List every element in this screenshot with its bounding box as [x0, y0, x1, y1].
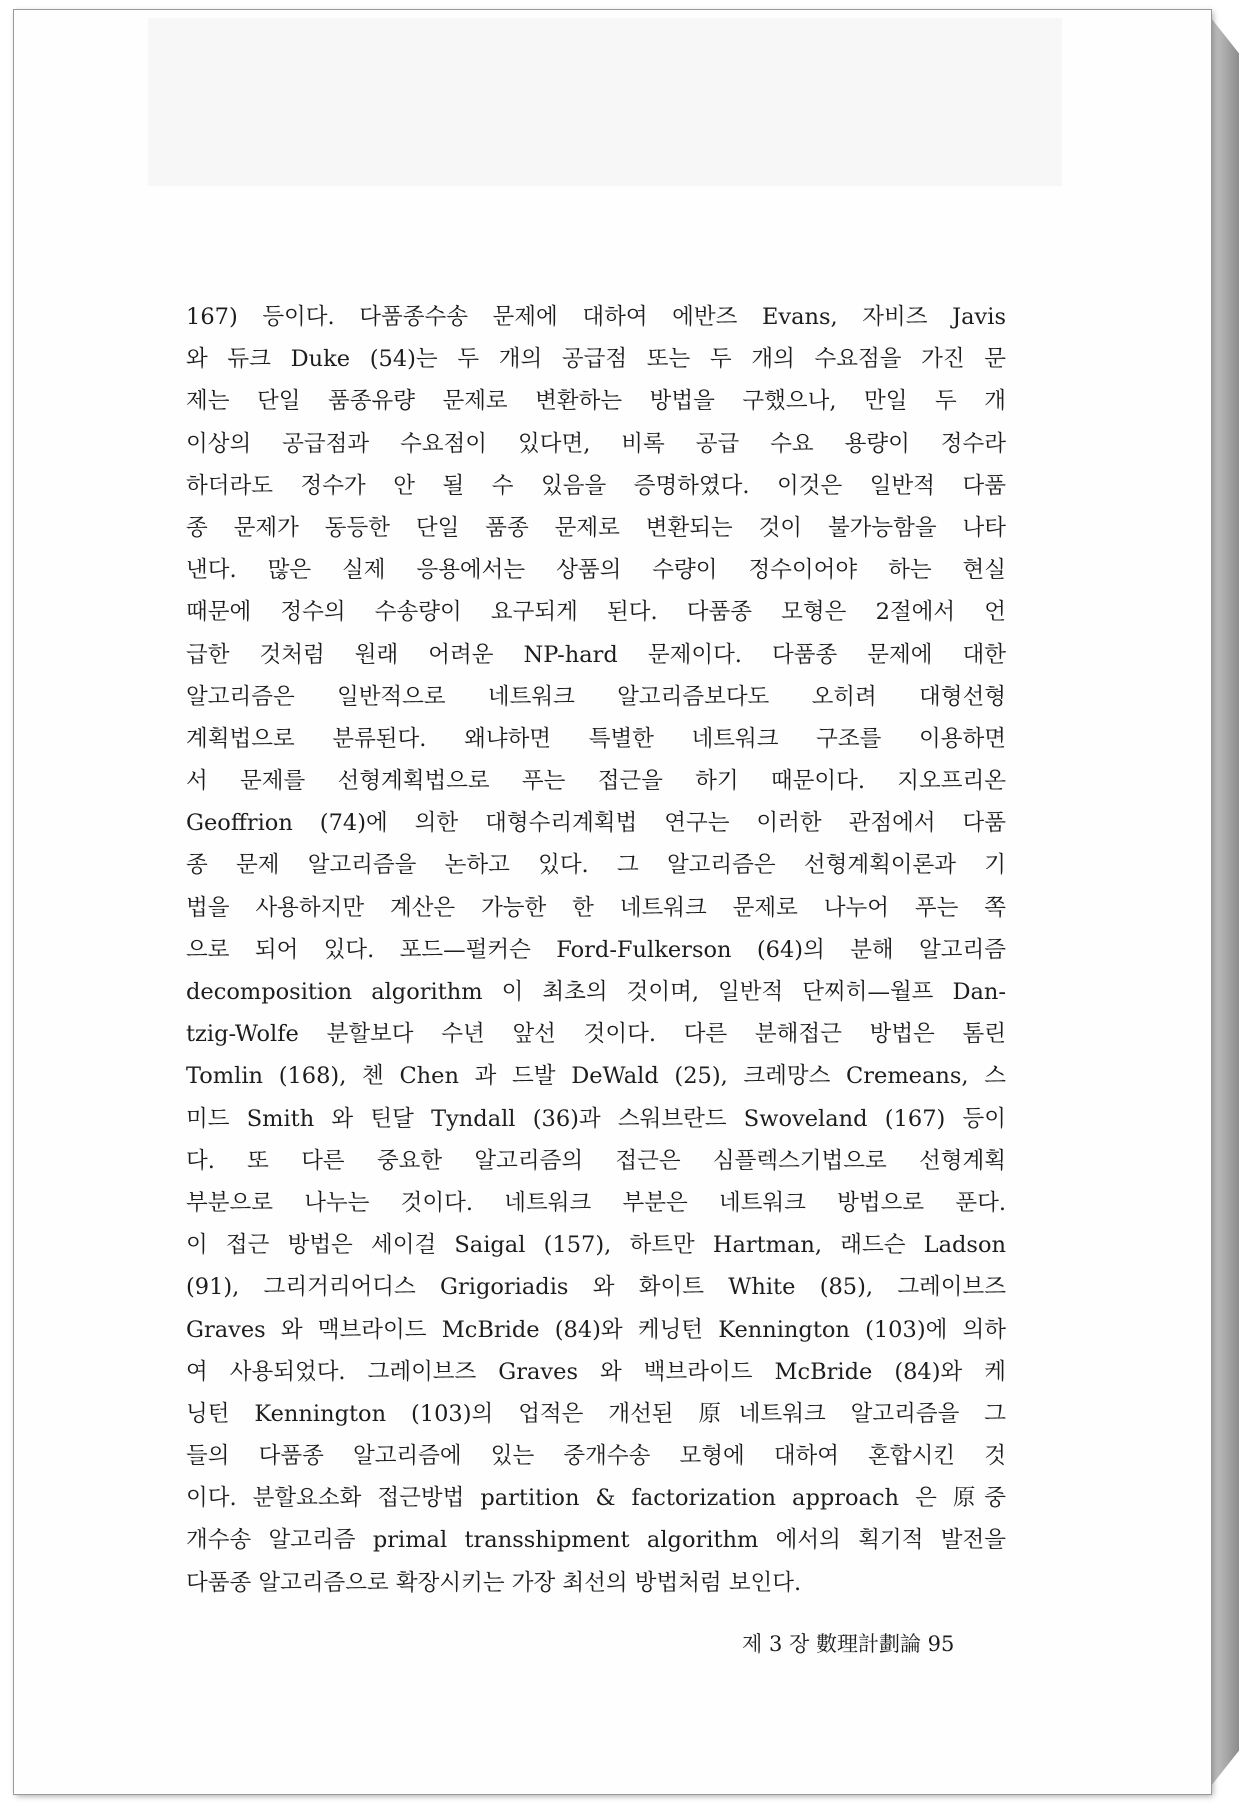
text-line: 종 문제 알고리즘을 논하고 있다. 그 알고리즘은 선형계획이론과 기 — [186, 852, 1006, 879]
text-line: 개수송 알고리즘 primal transshipment algorithm 에서의 획기적 발전을 — [186, 1527, 1006, 1554]
text-line: 계획법으로 분류된다. 왜냐하면 특별한 네트워크 구조를 이용하면 — [186, 725, 1006, 752]
text-line: 이다. 분할요소화 접근방법 partition & factorization approach 은 原중 — [186, 1485, 1006, 1512]
text-line: 법을 사용하지만 계산은 가능한 한 네트워크 문제로 나누어 푸는 쪽 — [186, 894, 1006, 921]
text-line: 제는 단일 품종유량 문제로 변환하는 방법을 구했으나, 만일 두 개 — [186, 388, 1006, 415]
text-line: 급한 것처럼 원래 어려운 NP-hard 문제이다. 다품종 문제에 대한 — [186, 641, 1006, 668]
text-line: 종 문제가 동등한 단일 품종 문제로 변환되는 것이 불가능함을 나타 — [186, 514, 1006, 541]
page-footer: 제 3 장 數理計劃論 95 — [742, 1632, 955, 1656]
text-line: 하더라도 정수가 안 될 수 있음을 증명하였다. 이것은 일반적 다품 — [186, 472, 1006, 499]
text-line: 이 접근 방법은 세이걸 Saigal (157), 하트만 Hartman, 래드슨 Ladson — [186, 1232, 1006, 1259]
text-line: 낸다. 많은 실제 응용에서는 상품의 수량이 정수이어야 하는 현실 — [186, 557, 1006, 584]
text-line: 와 듀크 Duke (54)는 두 개의 공급점 또는 두 개의 수요점을 가진 문 — [186, 346, 1006, 373]
body-text — [186, 296, 1006, 1604]
text-line: Graves 와 맥브라이드 McBride (84)와 케닝턴 Kennington (103)에 의하 — [186, 1316, 1006, 1343]
text-line: 으로 되어 있다. 포드—펄커슨 Ford-Fulkerson (64)의 분해 알고리즘 — [186, 936, 1006, 963]
text-line: decomposition algorithm 이 최초의 것이며, 일반적 단찌히—월프 Dan- — [186, 979, 1006, 1005]
text-line: 다품종 알고리즘으로 확장시키는 가장 최선의 방법처럼 보인다. — [186, 1569, 802, 1596]
text-line: 미드 Smith 와 틴달 Tyndall (36)과 스워브란드 Swoveland (167) 등이 — [186, 1105, 1006, 1132]
text-line: Tomlin (168), 첸 Chen 과 드발 DeWald (25), 크레망스 Cremeans, 스 — [186, 1063, 1006, 1090]
text-line: 여 사용되었다. 그레이브즈 Graves 와 백브라이드 McBride (84)와 케 — [186, 1358, 1006, 1385]
text-line: 다. 또 다른 중요한 알고리즘의 접근은 심플렉스기법으로 선형계획 — [186, 1147, 1006, 1174]
text-line: 이상의 공급점과 수요점이 있다면, 비록 공급 수요 용량이 정수라 — [186, 430, 1006, 457]
text-line: 닝턴 Kennington (103)의 업적은 개선된 原네트워크 알고리즘을 그 — [186, 1400, 1006, 1427]
text-line: 때문에 정수의 수송량이 요구되게 된다. 다품종 모형은 2절에서 언 — [186, 599, 1006, 626]
text-line: 서 문제를 선형계획법으로 푸는 접근을 하기 때문이다. 지오프리온 — [186, 768, 1006, 795]
header-margin-shade — [148, 18, 1062, 186]
text-line: 167) 등이다. 다품종수송 문제에 대하여 에반즈 Evans, 자비즈 Javis — [186, 304, 1006, 330]
text-line: 부분으로 나누는 것이다. 네트워크 부분은 네트워크 방법으로 푼다. — [186, 1189, 1006, 1216]
text-line: tzig-Wolfe 분할보다 수년 앞선 것이다. 다른 분해접근 방법은 톰린 — [186, 1021, 1006, 1048]
page-stack-edge — [1211, 18, 1239, 1786]
text-line: 들의 다품종 알고리즘에 있는 중개수송 모형에 대하여 혼합시킨 것 — [186, 1443, 1006, 1470]
text-line: Geoffrion (74)에 의한 대형수리계획법 연구는 이러한 관점에서 다품 — [186, 810, 1006, 837]
text-line: (91), 그리거리어디스 Grigoriadis 와 화이트 White (85), 그레이브즈 — [186, 1274, 1006, 1301]
text-line: 알고리즘은 일반적으로 네트워크 알고리즘보다도 오히려 대형선형 — [186, 683, 1006, 710]
